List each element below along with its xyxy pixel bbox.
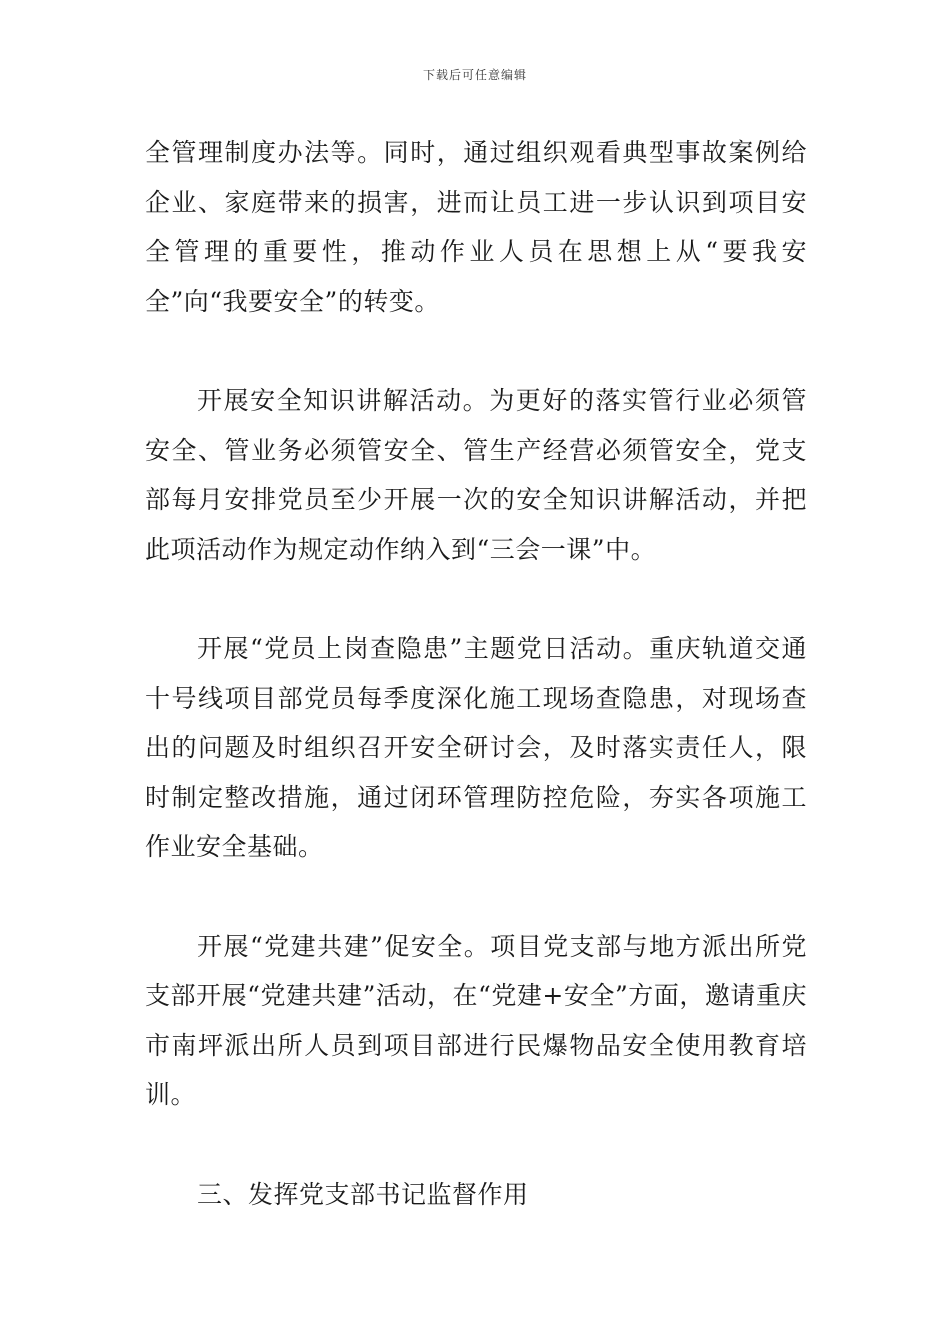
page-header: 下载后可任意编辑	[422, 68, 527, 82]
paragraph-safety-knowledge: 开展安全知识讲解活动。为更好的落实管行业必须管安全、管业务必须管安全、管生产经营必须管安全，党支部每月安排党员至少开展一次的安全知识讲解活动，并把此项活动作为规定动作纳入到“三会一课”中。	[145, 386, 807, 564]
paragraph-party-building: 开展“党建共建”促安全。项目党支部与地方派出所党支部开展“党建共建”活动，在“党建+安全”方面，邀请重庆市南坪派出所人员到项目部进行民爆物品安全使用教育培训。	[145, 931, 807, 1109]
paragraph-gap	[145, 872, 807, 922]
paragraph-gap	[145, 326, 807, 376]
paragraph-gap	[145, 1120, 807, 1170]
paragraph-hazard-inspection: 开展“党员上岗查隐患”主题党日活动。重庆轨道交通十号线项目部党员每季度深化施工现场查隐患，对现场查出的问题及时组织召开安全研讨会，及时落实责任人，限时制定整改措施，通过闭环管理防控危险，夯实各项施工作业安全基础。	[145, 634, 807, 861]
paragraph-gap	[145, 574, 807, 624]
paragraph-continuation: 全管理制度办法等。同时，通过组织观看典型事故案例给企业、家庭带来的损害，进而让员工进一步认识到项目安全管理的重要性，推动作业人员在思想上从“要我安全”向“我要安全”的转变。	[145, 138, 807, 316]
section-heading: 三、发挥党支部书记监督作用	[197, 1179, 529, 1209]
document-body	[145, 128, 807, 1219]
